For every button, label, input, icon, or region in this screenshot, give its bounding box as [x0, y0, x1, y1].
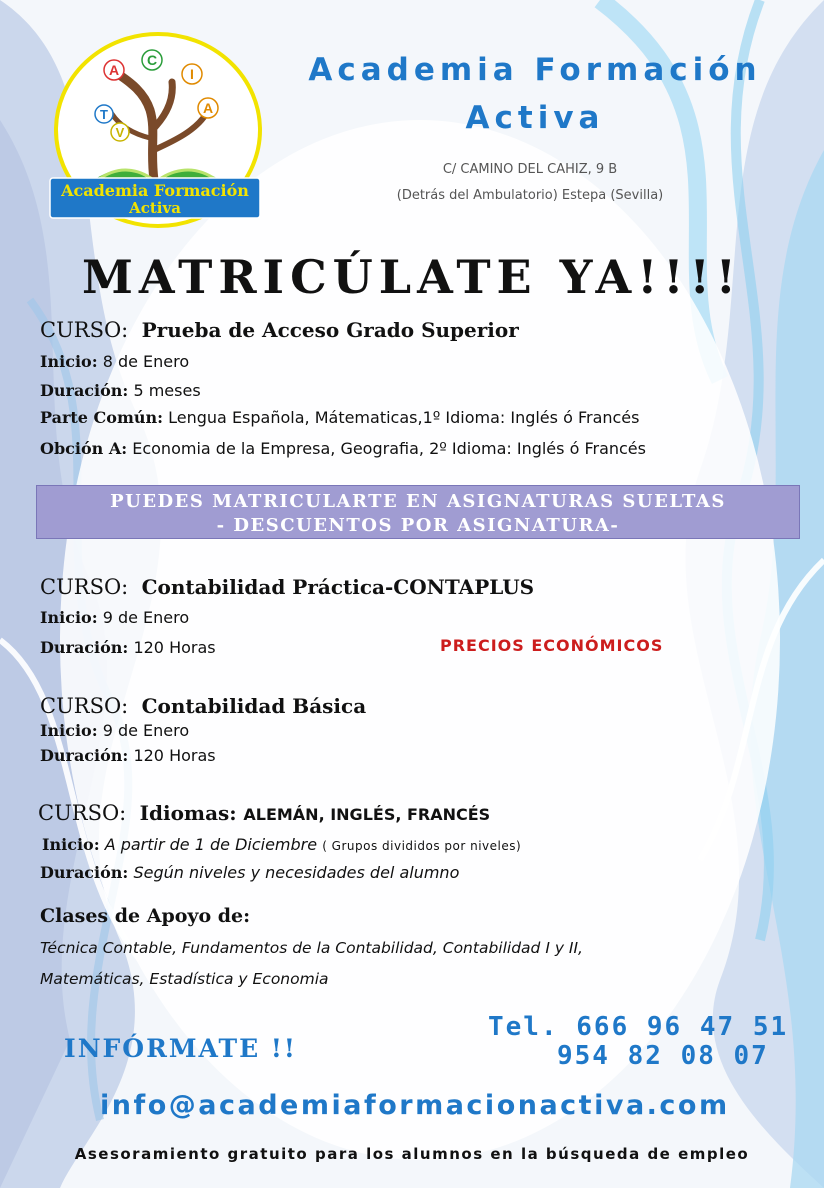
field-label: Parte Común: — [40, 408, 164, 427]
course-start-line — [40, 608, 189, 627]
tel-label: Tel. — [488, 1012, 559, 1042]
org-title-line1: Academia Formación — [308, 52, 762, 88]
logo-banner-line2: Activa — [129, 199, 181, 217]
field-label: Duración: — [40, 638, 129, 657]
course-label: CURSO: — [40, 575, 129, 599]
phone-number-2[interactable]: 954 82 08 07 — [557, 1041, 769, 1071]
field-value: 9 de Enero — [102, 721, 190, 740]
academy-logo — [46, 30, 266, 230]
banner-line2: - DESCUENTOS POR ASIGNATURA- — [216, 515, 620, 536]
field-value: 8 de Enero — [102, 352, 190, 371]
course-title-acceso — [40, 318, 519, 342]
course-title-contaplus — [40, 575, 534, 599]
logo-letter: T — [100, 107, 108, 122]
course-start-line — [42, 835, 521, 854]
field-label: Inicio: — [40, 608, 98, 627]
informate-label: INFÓRMATE !! — [64, 1034, 297, 1063]
email-link[interactable]: info@academiaformacionactiva.com — [100, 1090, 730, 1121]
course-title-idiomas — [38, 801, 490, 825]
support-classes-title: Clases de Apoyo de: — [40, 905, 251, 927]
address-line2: (Detrás del Ambulatorio) Estepa (Sevilla) — [396, 188, 664, 203]
course-name: Contabilidad Básica — [141, 694, 367, 718]
logo-letter: A — [108, 62, 120, 78]
logo-letter: I — [190, 66, 194, 82]
phone-line1 — [488, 1012, 788, 1042]
banner-line1: PUEDES MATRICULARTE EN ASIGNATURAS SUELTAS — [110, 491, 726, 512]
field-value: 120 Horas — [133, 746, 216, 765]
course-option-line — [40, 439, 646, 458]
field-value: Economia de la Empresa, Geografia, 2º Idioma: Inglés ó Francés — [132, 439, 646, 458]
tree-book-logo-icon — [46, 30, 266, 230]
course-name: Prueba de Acceso Grado Superior — [141, 318, 519, 342]
field-value: 9 de Enero — [102, 608, 190, 627]
field-label: Duración: — [40, 863, 129, 882]
support-classes-line2: Matemáticas, Estadística y Economia — [40, 970, 329, 988]
field-value: Lengua Española, Mátematicas,1º Idioma: Inglés ó Francés — [168, 408, 640, 427]
logo-banner-line1: Academia Formación — [61, 181, 249, 200]
logo-letter: V — [115, 125, 125, 140]
logo-letter: C — [146, 52, 158, 68]
course-duration-line — [40, 638, 216, 657]
course-label: CURSO: — [38, 801, 127, 825]
field-value: Según niveles y necesidades del alumno — [133, 863, 460, 882]
field-label: Inicio: — [42, 835, 100, 854]
course-start-line — [40, 721, 189, 740]
course-duration-line — [40, 863, 459, 882]
cheap-prices-label: PRECIOS ECONÓMICOS — [440, 636, 664, 655]
field-note: ( Grupos divididos por niveles) — [322, 839, 522, 853]
course-title-basica — [40, 694, 366, 718]
logo-letter: A — [202, 100, 214, 116]
field-label: Inicio: — [40, 352, 98, 371]
course-duration-line — [40, 746, 216, 765]
course-common-line — [40, 408, 639, 427]
headline: MATRICÚLATE YA!!!! — [82, 250, 742, 304]
field-label: Duración: — [40, 381, 129, 400]
footer-note: Asesoramiento gratuito para los alumnos en la búsqueda de empleo — [74, 1145, 750, 1163]
address-line1: C/ CAMINO DEL CAHIZ, 9 B — [442, 162, 618, 177]
field-label: Duración: — [40, 746, 129, 765]
course-name: Contabilidad Práctica-CONTAPLUS — [141, 575, 535, 599]
field-value: 120 Horas — [133, 638, 216, 657]
single-subjects-banner — [36, 485, 800, 539]
field-label: Inicio: — [40, 721, 98, 740]
phone-number-1[interactable]: 666 96 47 51 — [576, 1012, 789, 1042]
course-label: CURSO: — [40, 318, 129, 342]
support-classes-line1: Técnica Contable, Fundamentos de la Contabilidad, Contabilidad I y II, — [40, 939, 583, 957]
field-value: 5 meses — [133, 381, 201, 400]
course-label: CURSO: — [40, 694, 129, 718]
field-label: Obción A: — [40, 439, 128, 458]
field-value: A partir de 1 de Diciembre — [104, 835, 318, 854]
org-title-line2: Activa — [465, 100, 605, 136]
course-start-line — [40, 352, 189, 371]
course-duration-line — [40, 381, 201, 400]
course-name-prefix: Idiomas: — [139, 801, 237, 825]
course-name: ALEMÁN, INGLÉS, FRANCÉS — [243, 805, 491, 824]
